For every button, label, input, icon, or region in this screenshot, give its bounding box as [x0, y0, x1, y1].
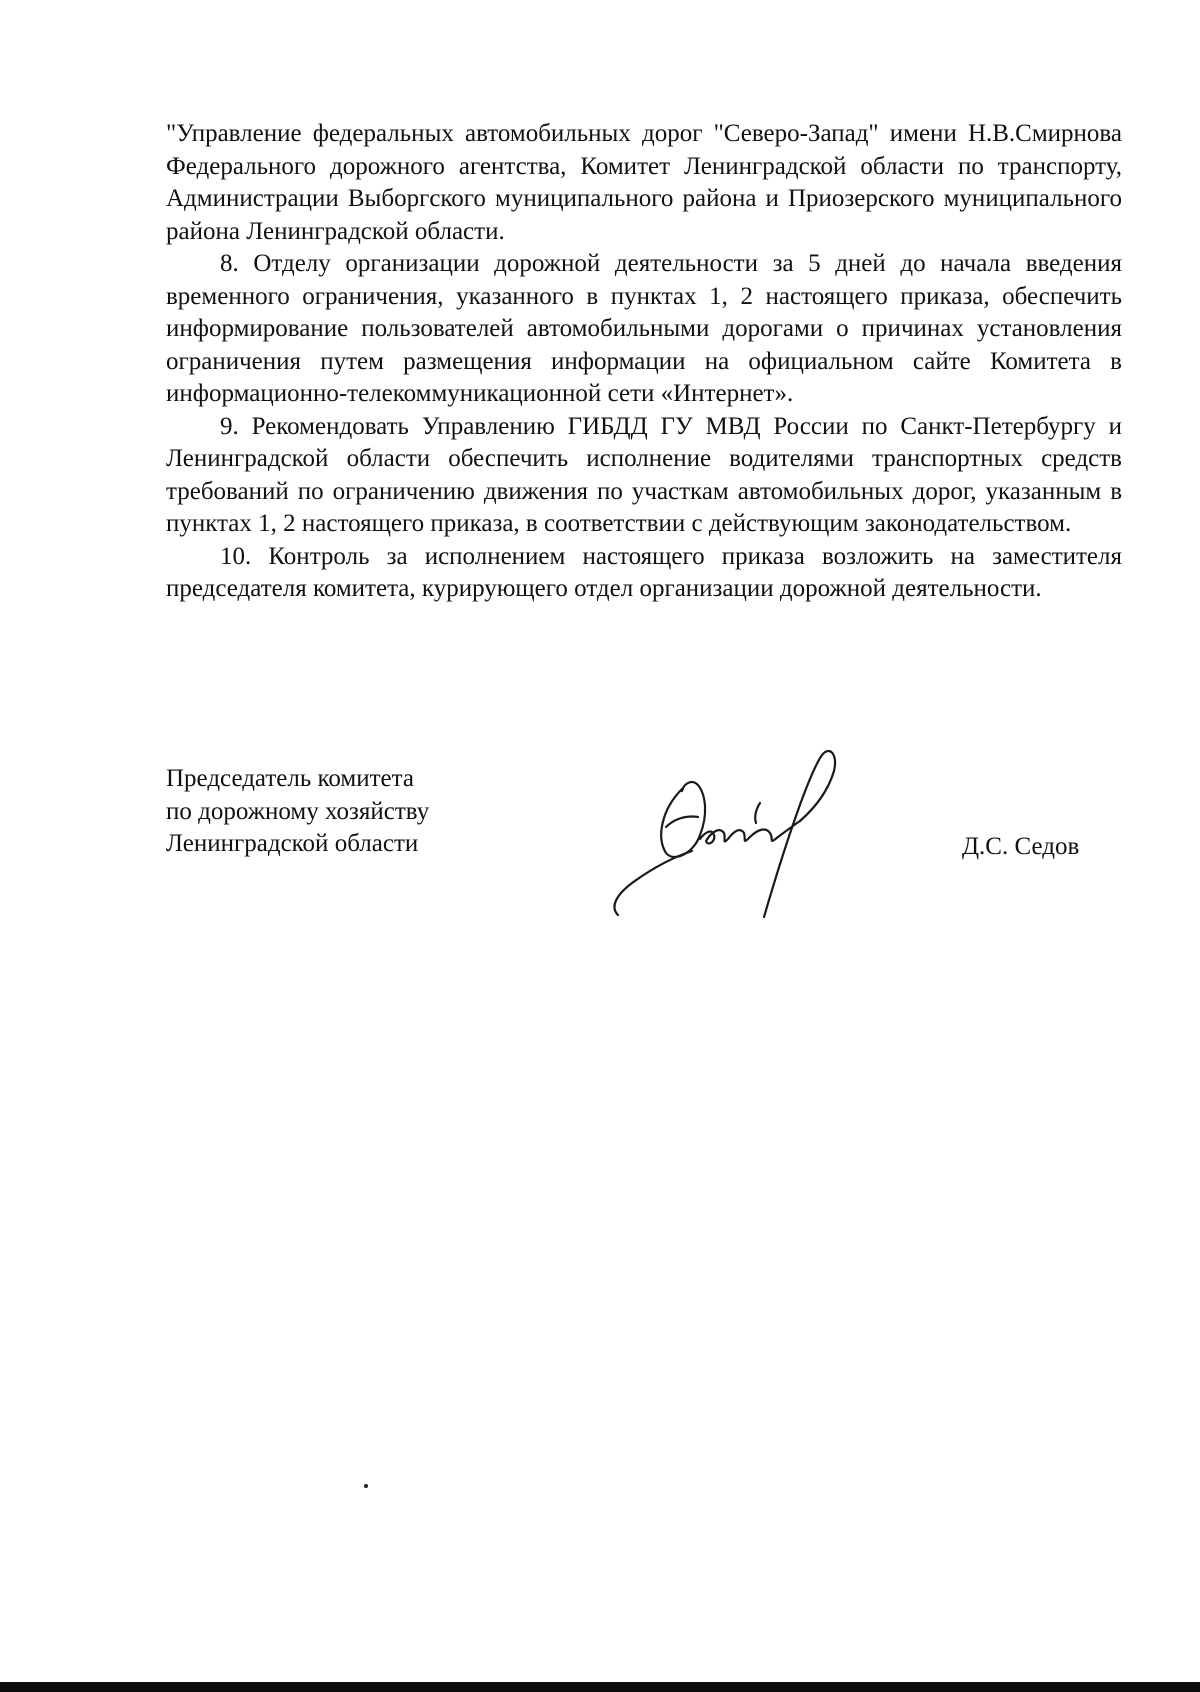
scan-bottom-edge: [0, 1682, 1200, 1692]
scan-speck: [364, 1484, 368, 1488]
signatory-title: [166, 763, 429, 861]
signatory-name: Д.С. Седов: [962, 833, 1080, 860]
signatory-title-line: Председатель комитета: [166, 765, 414, 792]
signatory-title-line: по дорожному хозяйству: [166, 797, 430, 825]
handwritten-signature: [610, 735, 910, 925]
signatory-title-line: Ленинградской области: [166, 830, 419, 857]
paragraph-item-9: 9. Рекомендовать Управлению ГИБДД ГУ МВД России по Санкт-Петербургу и Ленинградской области обеспечить исполнение водителями транспортных средств требований по ограничению движения по участкам автомобильных дорог, указанным в пунктах 1, 2 настоящего приказа, в соответствии с действующим законодательством.: [166, 412, 1122, 537]
paragraph-continuation: "Управление федеральных автомобильных дорог "Северо-Запад" имени Н.В.Смирнова Федерального дорожного агентства, Комитет Ленинградской области по транспорту, Администрации Выборгского муниципального района и Приозерского муниципального района Ленинградской области.: [166, 120, 1122, 245]
paragraph-item-8: 8. Отделу организации дорожной деятельности за 5 дней до начала введения временного ограничения, указанного в пунктах 1, 2 настоящего приказа, обеспечить информирование пользователей автомобильными дорогами о причинах установления ограничения путем размещения информации на официальном сайте Комитета в информационно-телекоммуникационной сети «Интернет».: [166, 250, 1122, 407]
document-body: [166, 118, 1122, 606]
paragraph-item-10: 10. Контроль за исполнением настоящего приказа возложить на заместителя председателя комитета, курирующего отдел организации дорожной деятельности.: [166, 542, 1122, 602]
